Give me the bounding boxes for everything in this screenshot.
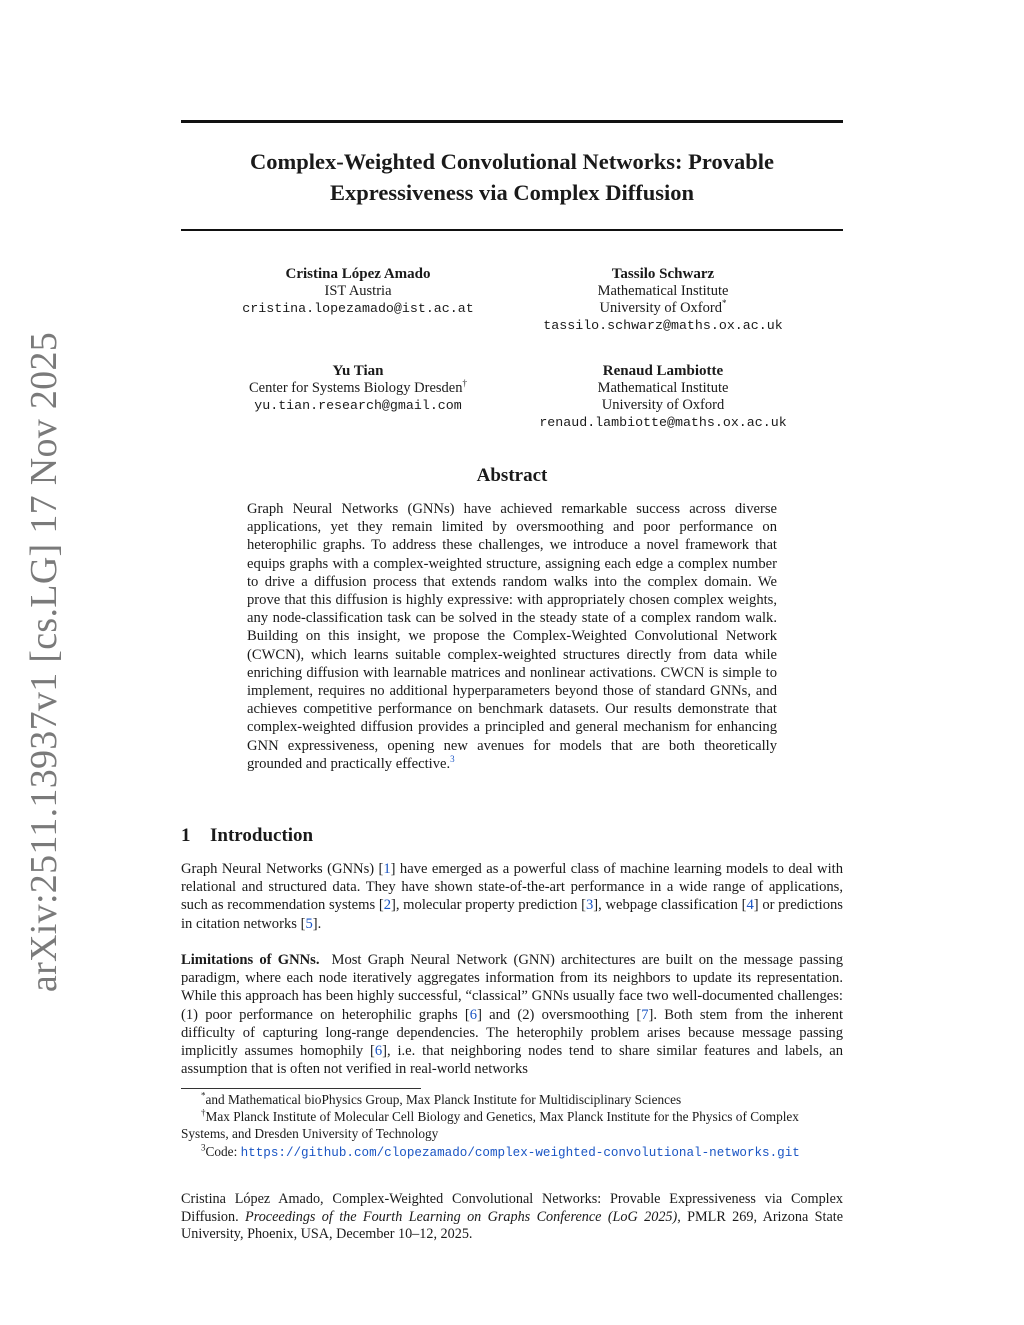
author-affiliation-2: University of Oxford [601,397,725,413]
author-affiliation: Mathematical Institute [597,283,729,299]
code-url-link[interactable]: https://github.com/clopezamado/complex-weighted-convolutional-networks.git [240,1146,800,1160]
author-name: Cristina López Amado [285,266,431,282]
author-block-3 [228,363,488,414]
author-affiliation: IST Austria [324,283,392,299]
footnote-mark: † [201,1107,206,1118]
abstract-body [247,500,777,773]
abstract-text: Graph Neural Networks (GNNs) have achieved remarkable success across diverse applications, yet they remain limited by oversmoothing and poor performance on heterophilic graphs. To address these challenges, we introduce a novel framework that equips graphs with a complex-weighted structure, assigning each edge a complex number to drive a diffusion process that extends random walks into the complex domain. We prove that this diffusion is highly expressive: with appropriately chosen complex weights, any node-classification task can be solved in the steady state of a complex random walk. Building on this insight, we propose the Complex-Weighted Convolutional Network (CWCN), which learns suitable complex-weighted structures directly from data while enriching diffusion with learnable matrices and nonlinear activations. CWCN is simple to implement, requires no additional hyperparameters beyond those of standard GNNs, and achieves competitive performance on benchmark datasets. Our results demonstrate that complex-weighted diffusion provides a principled and general mechanism for enhancing GNN expressiveness, opening new avenues for models that are both theoretically grounded and practically effective. [247,501,777,772]
intro-paragraph-2: Limitations of GNNs. Most Graph Neural Network (GNN) architectures are built on the message passing paradigm, where each node iteratively aggregates information from its neighbors to update its representation. While this approach has been highly successful, “classical” GNNs usually face two well-documented challenges: (1) poor performance on heterophilic graphs [6] and (2) oversmoothing [7]. Both stem from the inherent difficulty of capturing long-range dependencies. The heterophily problem arises because message passing implicitly assumes homophily [6], i.e. that neighboring nodes tend to share similar features and labels, an assumption that is often not verified in real-world networks [181,952,844,1078]
paragraph-lead: Limitations of GNNs. [181,952,320,968]
citation-link[interactable]: 3 [585,897,594,914]
footnote-mark-dagger: † [462,378,467,389]
footnote-mark: 3 [201,1142,206,1153]
paper-title [181,146,843,208]
abstract-footnote-link[interactable]: 3 [450,753,455,764]
arxiv-side-stamp: arXiv:2511.13937v1 [cs.LG] 17 Nov 2025 [23,331,65,993]
citation-link[interactable]: 1 [383,861,391,877]
footnote-rule [181,1088,421,1089]
abstract-heading: Abstract [476,465,548,486]
citation-link[interactable]: 6 [374,1043,383,1060]
footnote-mark-star: * [721,298,727,309]
citation-link[interactable]: 2 [383,897,391,914]
citation-link[interactable]: 7 [641,1006,649,1023]
conference-citation: Cristina López Amado, Complex-Weighted Convolutional Networks: Provable Expressiveness via Complex Diffusion. Proceedings of the Fourth Learning on Graphs Conference (LoG 2025), PMLR 269, Arizona State University, Phoenix, USA, December 10–12, 2025. [181,1191,844,1242]
author-block-1 [228,266,488,317]
citation-link[interactable]: 5 [305,915,313,932]
citation-link[interactable]: 6 [469,1006,478,1023]
section-number: 1 [181,825,191,846]
title-rule-top [181,120,843,123]
author-affiliation: Mathematical Institute [597,380,729,396]
footnote-3: $^3$Code: https://github.com/clopezamado/complex-weighted-convolutional-networks.git [201,1142,800,1160]
citation-link[interactable]: 4 [746,897,754,914]
section-heading [181,825,313,847]
author-email[interactable]: cristina.lopezamado@ist.ac.at [242,301,474,316]
author-name: Tassilo Schwarz [611,266,715,282]
title-line-2: Expressiveness via Complex Diffusion [330,180,694,205]
author-affiliation: Center for Systems Biology Dresden† [249,378,467,396]
author-email[interactable]: tassilo.schwarz@maths.ox.ac.uk [543,318,783,333]
venue-name: Proceedings of the Fourth Learning on Graphs Conference (LoG 2025) [245,1208,678,1225]
title-rule-bottom [181,229,843,231]
footnote-mark: * [201,1090,206,1101]
author-email[interactable]: renaud.lambiotte@maths.ox.ac.uk [539,415,787,430]
author-email[interactable]: yu.tian.research@gmail.com [254,398,462,413]
author-name: Renaud Lambiotte [602,363,724,379]
author-affiliation-2: University of Oxford* [599,298,727,316]
author-block-2 [532,266,794,334]
footnote-2: †Max Planck Institute of Molecular Cell Biology and Genetics, Max Planck Institute for the Physics of Complex Systems, and Dresden University of Technology [181,1107,799,1141]
section-title: Introduction [210,825,314,846]
author-name: Yu Tian [332,363,384,379]
footnote-1: *and Mathematical bioPhysics Group, Max Planck Institute for Multidisciplinary Sciences [201,1090,682,1107]
title-line-1: Complex-Weighted Convolutional Networks: Provable [250,149,774,174]
intro-paragraph-1: Graph Neural Networks (GNNs) [1] have emerged as a powerful class of machine learning models to deal with relational and structured data. They have shown state-of-the-art performance in a wide range of applications, such as recommendation systems [2], molecular property prediction [3], webpage classification [4] or predictions in citation networks [5]. [181,861,843,932]
author-block-4 [532,363,794,431]
